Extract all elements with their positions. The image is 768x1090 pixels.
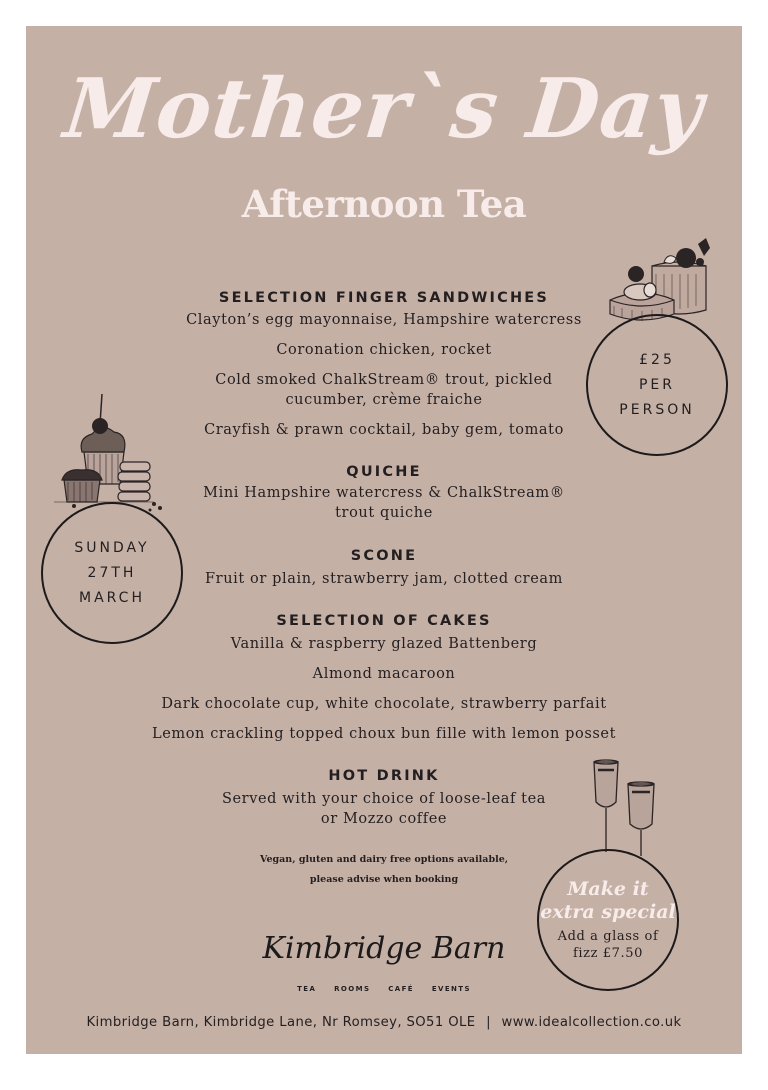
price-per: PER	[638, 376, 675, 393]
price-badge	[586, 314, 728, 456]
section-quiche	[130, 463, 638, 523]
cupcakes-macarons-illustration	[50, 392, 165, 512]
menu-item: Fruit or plain, strawberry jam, clotted cream	[205, 571, 563, 587]
footer-address: Kimbridge Barn, Kimbridge Lane, Nr Romsey, SO51 OLE	[86, 1015, 476, 1030]
menu-item: Dark chocolate cup, white chocolate, strawberry parfait	[161, 696, 607, 712]
menu-item: or Mozzo coffee	[320, 811, 448, 827]
menu-item: Almond macaroon	[312, 666, 456, 682]
section-cakes	[130, 612, 638, 744]
fizz-badge	[537, 849, 679, 991]
section-scone	[130, 547, 638, 589]
section-heading: SELECTION OF CAKES	[276, 613, 492, 629]
menu-item: Lemon crackling topped choux bun fille with lemon posset	[151, 726, 617, 742]
date-number: 27TH	[87, 564, 137, 581]
tagline-cafe: CAFÉ	[388, 985, 414, 993]
section-heading: SCONE	[350, 548, 418, 564]
section-heading: HOT DRINK	[328, 768, 440, 784]
menu-item: Cold smoked ChalkStream® trout, pickled	[215, 372, 553, 388]
fizz-script-line-2: extra special	[540, 901, 676, 923]
menu-item: Coronation chicken, rocket	[276, 342, 492, 358]
footer-website-link[interactable]: www.idealcollection.co.uk	[501, 1015, 682, 1030]
tagline-tea-rooms: TEA ROOMS	[297, 985, 371, 993]
price-person: PERSON	[619, 401, 695, 418]
date-badge	[41, 502, 183, 644]
menu-item: Crayfish & prawn cocktail, baby gem, tomato	[204, 422, 564, 438]
date-month: MARCH	[79, 589, 145, 606]
cakes-illustration	[608, 236, 718, 326]
footer	[0, 1015, 768, 1030]
dietary-note-line-1: Vegan, gluten and dairy free options available,	[259, 854, 509, 865]
menu-item: Mini Hampshire watercress & ChalkStream®	[203, 485, 565, 501]
menu-item: trout quiche	[335, 505, 433, 521]
section-sandwiches	[130, 289, 638, 440]
menu-item: cucumber, crème fraiche	[285, 392, 483, 408]
section-heading: QUICHE	[346, 464, 422, 480]
logo-tagline	[0, 985, 768, 993]
kimbridge-barn-logo: Kimbridge Barn	[262, 931, 506, 966]
date-day: SUNDAY	[74, 539, 150, 556]
tagline-events: EVENTS	[431, 985, 471, 993]
fizz-script-line-1: Make it	[567, 878, 649, 900]
dietary-note-line-2: please advise when booking	[309, 874, 459, 885]
fizz-text-line-1: Add a glass of	[557, 929, 659, 944]
price-amount: £25	[639, 351, 675, 368]
section-hot-drink	[130, 767, 638, 829]
champagne-glasses-illustration	[590, 758, 662, 858]
fizz-text-line-2: fizz £7.50	[572, 946, 644, 961]
section-heading: SELECTION FINGER SANDWICHES	[218, 290, 550, 306]
menu-item: Vanilla & raspberry glazed Battenberg	[230, 636, 538, 652]
subtitle-afternoon-tea: Afternoon Tea	[241, 182, 527, 226]
menu-item: Clayton’s egg mayonnaise, Hampshire watercress	[186, 312, 582, 328]
menu-item: Served with your choice of loose-leaf tea	[221, 791, 547, 807]
title-mothers-day: Mother`s Day	[59, 61, 709, 157]
footer-separator: |	[486, 1015, 491, 1030]
